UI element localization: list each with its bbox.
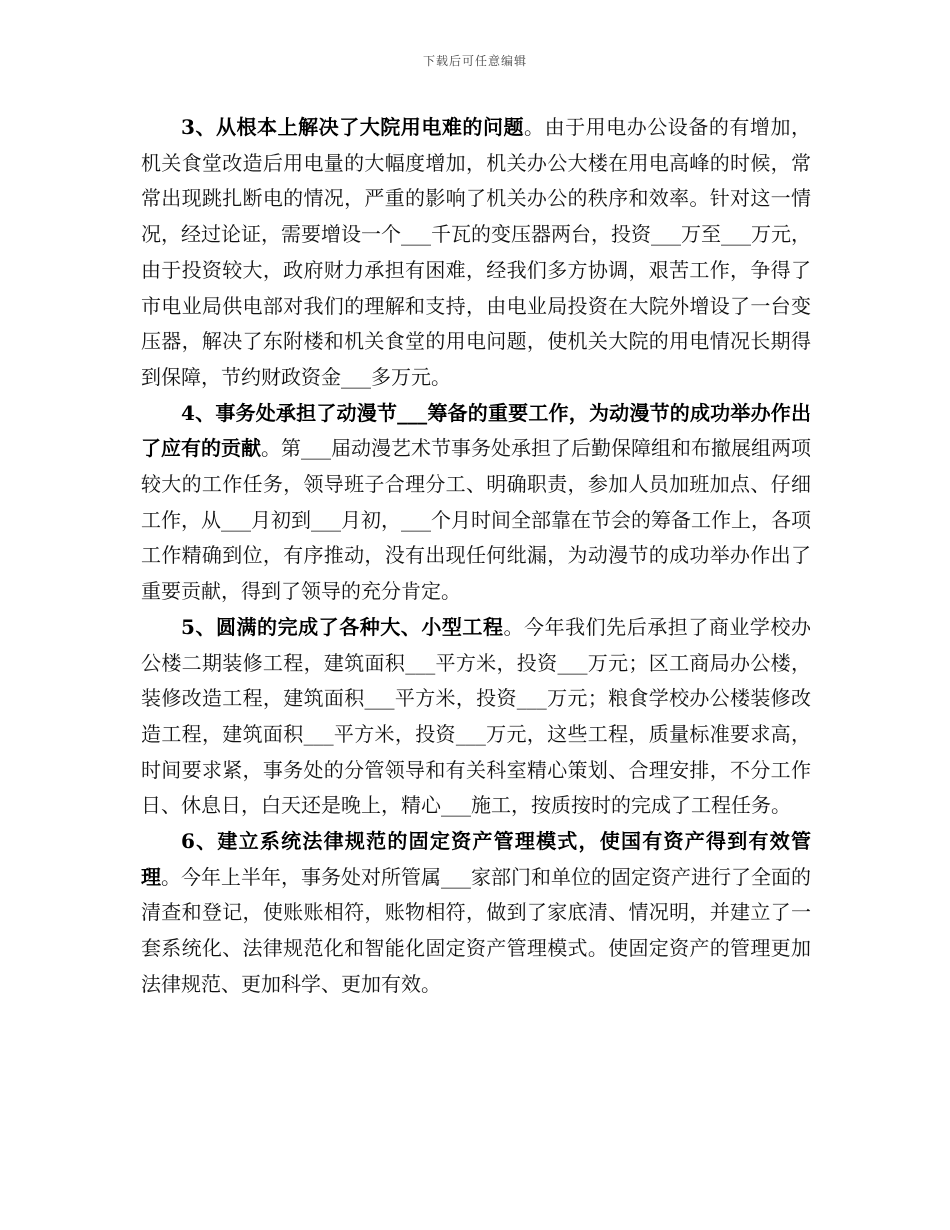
paragraph-4 <box>141 396 811 610</box>
document-body <box>141 110 811 1003</box>
paragraph-6-heading: 6、建立系统法律规范的固定资产管理模式，使国有资产得到有效管理 <box>141 829 811 889</box>
paragraph-6 <box>141 824 811 1003</box>
page-header: 下载后可任意编辑 <box>422 54 527 68</box>
paragraph-4-text: 。第___届动漫艺术节事务处承担了后勤保障组和布撤展组两项较大的工作任务，领导班子合理分工、明确职责，参加人员加班加点、仔细工作，从___月初到___月初，___个月时间全部靠在节会的筹备工作上，各项工作精确到位，有序推动，没有出现任何纰漏，为动漫节的成功举办作出了重要贡献，得到了领导的充分肯定。 <box>141 436 811 604</box>
paragraph-3-heading: 3、从根本上解决了大院用电难的问题 <box>181 115 525 139</box>
paragraph-5 <box>141 610 811 824</box>
paragraph-3 <box>141 110 811 396</box>
paragraph-4-heading: 4、事务处承担了动漫节___筹备的重要工作，为动漫节的成功举办作出了应有的贡献 <box>141 400 811 461</box>
paragraph-6-text: 。今年上半年，事务处对所管属___家部门和单位的固定资产进行了全面的清查和登记，使账账相符，账物相符，做到了家底清、情况明，并建立了一套系统化、法律规范化和智能化固定资产管理模式。使固定资产的管理更加法律规范、更加科学、更加有效。 <box>141 864 811 996</box>
paragraph-5-text: 。今年我们先后承担了商业学校办公楼二期装修工程，建筑面积___平方米，投资___万元；区工商局办公楼，装修改造工程，建筑面积___平方米，投资___万元；粮食学校办公楼装修改造工程，建筑面积___平方米，投资___万元，这些工程，质量标准要求高，时间要求紧，事务处的分管领导和有关科室精心策划、合理安排，不分工作日、休息日，白天还是晚上，精心___施工，按质按时的完成了工程任务。 <box>141 614 812 818</box>
paragraph-5-heading: 5、圆满的完成了各种大、小型工程 <box>181 614 504 639</box>
paragraph-3-text: 。由于用电办公设备的有增加，机关食堂改造后用电量的大幅度增加，机关办公大楼在用电高峰的时候，常常出现跳扎断电的情况，严重的影响了机关办公的秩序和效率。针对这一情况，经过论证，需要增设一个___千瓦的变压器两台，投资___万至___万元，由于投资较大，政府财力承担有困难，经我们多方协调，艰苦工作，争得了市电业局供电部对我们的理解和支持，由电业局投资在大院外增设了一台变压器，解决了东附楼和机关食堂的用电问题，使机关大院的用电情况长期得到保障，节约财政资金___多万元。 <box>141 115 811 389</box>
